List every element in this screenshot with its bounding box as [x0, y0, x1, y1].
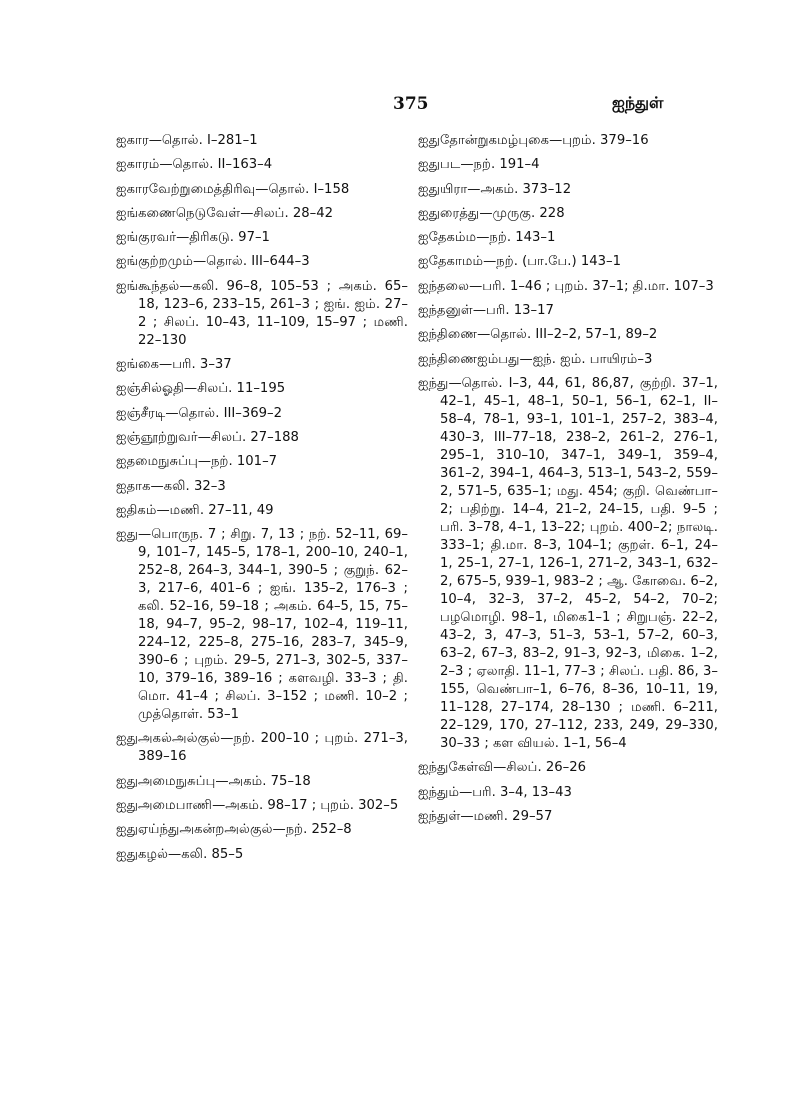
index-entry: ஐதுயிரா—அகம். 373–12 [418, 181, 572, 197]
index-entry: ஐதேகாமம்—நற். (பா.பே.) 143–1 [418, 254, 621, 270]
index-entry: ஐந்தலை—பரி. 1–46 ; புறம். 37–1; தி.மா. 107–3 [418, 278, 714, 294]
index-entry: ஐஞ்சில்ஓதி—சிலப். 11–195 [116, 381, 286, 397]
index-entry: ஐஞ்சீரடி—தொல். III–369–2 [116, 405, 283, 421]
page-number: 375 [393, 94, 429, 114]
index-entry: ஐதுதோன்றுகமழ்புகை—புறம். 379–16 [418, 133, 649, 148]
index-entry: ஐதாக—கலி. 32–3 [116, 478, 226, 494]
index-entry: ஐஞ்ஞூற்றுவர்—சிலப். 27–188 [116, 429, 299, 445]
index-entry: ஐந்துள்—மணி. 29–57 [418, 808, 553, 824]
index-entry: ஐங்குற்றமும்—தொல். III–644–3 [116, 254, 310, 270]
index-entry: ஐதேகம்ம—நற். 143–1 [418, 230, 556, 246]
index-entry: ஐங்கை—பரி. 3–37 [116, 357, 232, 373]
index-entry: ஐதிகம்—மணி. 27–11, 49 [116, 502, 274, 518]
index-entry: ஐங்கணைநெடுவேள்—சிலப். 28–42 [116, 205, 334, 221]
running-head: ஐந்துள் [612, 93, 664, 112]
index-entry: ஐதுபட—நற். 191–4 [418, 157, 540, 173]
index-entry: ஐங்குரவர்—திரிகடு. 97–1 [116, 230, 270, 246]
index-entry: ஐகார—தொல். I–281–1 [116, 133, 258, 148]
index-entry: ஐதுஏய்ந்துஅகன்றஅல்குல்—நற். 252–8 [116, 822, 352, 838]
index-entry: ஐங்கூந்தல்—கலி. 96–8, 105–53 ; அகம். 65–18, 123–6, 233–15, 261–3 ; ஐங். ஐம். 27–2 ; சிலப். 10–43, 11–109, 15–97 ; மணி. 22–130 [116, 278, 408, 348]
right-column [418, 132, 718, 832]
index-entry: ஐந்திணைஐம்பது—ஐந். ஐம். பாயிரம்–3 [418, 351, 653, 367]
index-entry: ஐதுரைத்து—முருகு. 228 [418, 205, 565, 221]
index-entry: ஐதுஅகல்அல்குல்—நற். 200–10 ; புறம். 271–3, 389–16 [116, 731, 408, 765]
index-entry: ஐந்தும்—பரி. 3–4, 13–43 [418, 784, 572, 800]
index-entry: ஐதுஅமைபாணி—அகம். 98–17 ; புறம். 302–5 [116, 798, 399, 814]
index-entry: ஐதுஅமைநுசுப்பு—அகம். 75–18 [116, 773, 311, 789]
index-entry: ஐது—பொருந. 7 ; சிறு. 7, 13 ; நற். 52–11, 69–9, 101–7, 145–5, 178–1, 200–10, 240–1, 252–8, 264–3, 344–1, 390–5 ; குறுந். 62–3, 217–6, 401–6 ; ஐங். 135–2, 176–3 ; கலி. 52–16, 59–18 ; அகம். 64–5, 15, 75–18, 94–7, 95–2, 98–17, 102–4, 119–11, 224–12, 225–8, 275–16, 283–7, 345–9, 390–6 ; புறம். 29–5, 271–3, 302–5, 337–10, 379–16, 389–16 ; களவழி. 33–3 ; தி. மொ. 41–4 ; சிலப். 3–152 ; மணி. 10–2 ; முத்தொள். 53–1 [116, 527, 408, 723]
index-entry: ஐதமைநுசுப்பு—நற். 101–7 [116, 454, 278, 470]
index-entry: ஐகாரவேற்றுமைத்திரிவு—தொல். I–158 [116, 181, 350, 197]
index-entry: ஐந்து—தொல். I–3, 44, 61, 86,87, குற்றி. 37–1, 42–1, 45–1, 48–1, 50–1, 56–1, 62–1, II–58–4, 78–1, 93–1, 101–1, 257–2, 383–4, 430–3, III–77–18, 238–2, 261–2, 276–1, 295–1, 310–10, 347–1, 349–1, 359–4, 361–2, 394–1, 464–3, 513–1, 543–2, 559–2, 571–5, 635–1; மது. 454; குறி. வெண்பா–2; பதிற்று. 14–4, 21–2, 24–15, பதி. 9–5 ; பரி. 3–78, 4–1, 13–22; புறம். 400–2; நாலடி. 333–1; தி.மா. 8–3, 104–1; குறள். 6–1, 24–1, 25–1, 27–1, 126–1, 271–2, 343–1, 632–2, 675–5, 939–1, 983–2 ; ஆ. கோவை. 6–2, 10–4, 32–3, 37–2, 45–2, 54–2, 70–2; பழமொழி. 98–1, மிகை1–1 ; சிறுபஞ். 22–2, 43–2, 3, 47–3, 51–3, 53–1, 57–2, 60–3, 63–2, 67–3, 83–2, 91–3, 92–3, மிகை. 1–2, 2–3 ; ஏலாதி. 11–1, 77–3 ; சிலப். பதி. 86, 3–155, வெண்பா–1, 6–76, 8–36, 10–11, 19, 11–128, 27–174, 28–130 ; மணி. 6–211, 22–129, 170, 27–112, 233, 249, 29–330, 30–33 ; கள வியல். 1–1, 56–4 [418, 375, 718, 751]
index-entry: ஐகாரம்—தொல். II–163–4 [116, 157, 273, 173]
index-entry: ஐதுகழல்—கலி. 85–5 [116, 846, 244, 862]
index-entry: ஐந்தனுள்—பரி. 13–17 [418, 303, 554, 319]
index-entry: ஐந்திணை—தொல். III–2–2, 57–1, 89–2 [418, 327, 658, 343]
index-entry: ஐந்துகேள்வி—சிலப். 26–26 [418, 760, 586, 776]
left-column [116, 132, 408, 870]
